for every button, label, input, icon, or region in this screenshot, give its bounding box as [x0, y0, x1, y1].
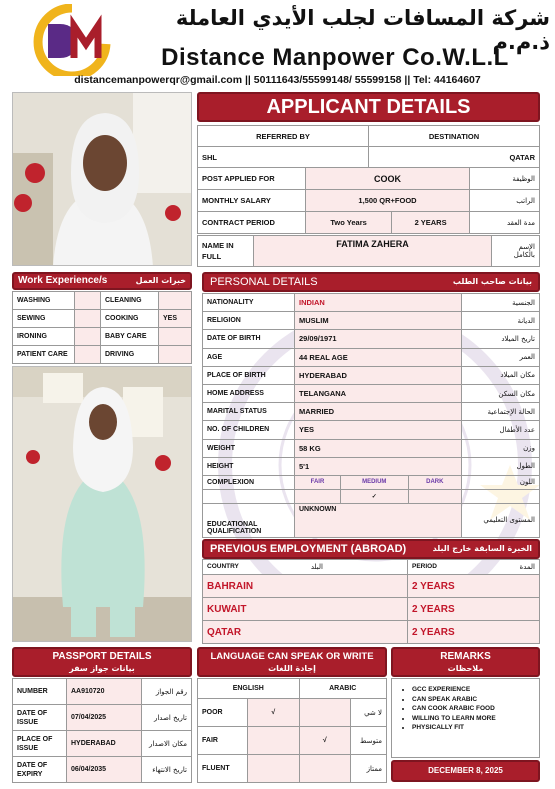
personal-row — [203, 330, 540, 348]
work-experience-table — [12, 291, 192, 364]
language-english-mark — [248, 755, 300, 783]
work-experience-title-ar: خبرات العمل — [135, 276, 186, 285]
passport-field-label: DATE OF ISSUE — [13, 705, 67, 731]
contract-value-b: 2 YEARS — [392, 212, 470, 234]
language-row — [198, 699, 387, 727]
personal-field-value: 58 KG — [295, 439, 462, 457]
language-title: LANGUAGE CAN SPEAK OR WRITE — [210, 651, 374, 662]
remark-item: • WILLING TO LEARN MORE — [412, 714, 535, 724]
employment-header-row — [203, 560, 540, 575]
education-value: UNKNOWN — [295, 503, 462, 537]
work-skill-value — [75, 292, 101, 310]
passport-title-ar: بيانات جواز سفر — [69, 664, 135, 673]
personal-row — [203, 384, 540, 402]
education-label-ar: المستوى التعليمي — [462, 503, 540, 537]
personal-row — [203, 294, 540, 312]
remark-item: • PHYSICALLY FIT — [412, 723, 535, 733]
salary-label: MONTHLY SALARY — [198, 190, 306, 212]
education-row — [203, 503, 540, 537]
language-arabic-label: ARABIC — [299, 679, 387, 699]
passport-field-value: AA910720 — [67, 679, 142, 705]
passport-field-label-ar: تاريخ اصدار — [142, 705, 192, 731]
previous-employment-table — [202, 559, 540, 644]
employment-period: 2 YEARS — [408, 598, 540, 621]
personal-field-label: PLACE OF BIRTH — [203, 366, 295, 384]
work-skill-label: WASHING — [13, 292, 75, 310]
passport-field-label: NUMBER — [13, 679, 67, 705]
personal-field-label-ar: الجنسية — [462, 294, 540, 312]
personal-field-value: INDIAN — [295, 294, 462, 312]
passport-table — [12, 678, 192, 783]
work-experience-row — [13, 328, 192, 346]
work-skill-value — [75, 346, 101, 364]
language-level-ar: لا شي — [351, 699, 387, 727]
remark-item: • CAN SPEAK ARABIC — [412, 695, 535, 705]
company-name-english: Distance Manpower Co.W.L.L — [161, 44, 509, 71]
remark-item: • GCC EXPERIENCE — [412, 685, 535, 695]
personal-field-label-ar: تاريخ الميلاد — [462, 330, 540, 348]
remarks-title-ar: ملاحظات — [447, 664, 484, 673]
passport-row — [13, 705, 192, 731]
passport-field-label: PLACE OF ISSUE — [13, 731, 67, 757]
applicant-full-photo — [12, 366, 192, 642]
work-experience-row — [13, 292, 192, 310]
language-header — [197, 647, 387, 677]
personal-field-value: HYDERABAD — [295, 366, 462, 384]
applicant-details-title: APPLICANT DETAILS — [197, 92, 540, 122]
work-skill-label: BABY CARE — [101, 328, 159, 346]
passport-field-value: HYDERABAD — [67, 731, 142, 757]
language-level-ar: متوسط — [351, 727, 387, 755]
complexion-option: FAIR — [295, 475, 341, 489]
personal-field-label-ar: الديانة — [462, 312, 540, 330]
education-label: EDUCATIONAL QUALIFICATION — [203, 503, 295, 537]
work-skill-label: DRIVING — [101, 346, 159, 364]
passport-field-label-ar: رقم الجواز — [142, 679, 192, 705]
personal-field-label-ar: وزن — [462, 439, 540, 457]
personal-field-label-ar: العمر — [462, 348, 540, 366]
personal-row — [203, 366, 540, 384]
personal-details-table — [202, 293, 540, 538]
personal-field-value: MUSLIM — [295, 312, 462, 330]
period-label-ar: المدة — [519, 563, 535, 571]
work-experience-title: Work Experience/s — [18, 275, 108, 286]
work-skill-value — [159, 292, 192, 310]
company-logo — [30, 4, 114, 76]
salary-value: 1,500 QR+FOOD — [306, 190, 470, 212]
country-label-ar: البلد — [310, 563, 323, 571]
complexion-dark-mark — [408, 489, 461, 503]
complexion-mark-row — [203, 489, 540, 503]
work-experience-row — [13, 346, 192, 364]
name-label-ar: الإسم بالكامل — [492, 236, 540, 267]
personal-field-label: WEIGHT — [203, 439, 295, 457]
personal-row — [203, 457, 540, 475]
personal-details-header — [202, 272, 540, 292]
complexion-label-ar: اللون — [462, 475, 540, 489]
work-skill-label: COOKING — [101, 310, 159, 328]
complexion-option: MEDIUM — [340, 475, 408, 489]
personal-field-label: MARITAL STATUS — [203, 403, 295, 421]
employment-row — [203, 575, 540, 598]
personal-field-label: HOME ADDRESS — [203, 384, 295, 402]
destination-value: QATAR — [369, 147, 540, 168]
personal-field-value: 29/09/1971 — [295, 330, 462, 348]
remark-item: • CAN COOK ARABIC FOOD — [412, 704, 535, 714]
language-level: FLUENT — [198, 755, 248, 783]
language-row — [198, 755, 387, 783]
complexion-medium-mark: ✓ — [340, 489, 408, 503]
employment-period-header — [408, 560, 540, 575]
personal-row — [203, 348, 540, 366]
personal-field-label: NATIONALITY — [203, 294, 295, 312]
post-value: COOK — [306, 168, 470, 190]
period-label: PERIOD — [412, 563, 437, 570]
personal-field-value: 5'1 — [295, 457, 462, 475]
complexion-row — [203, 475, 540, 489]
employment-period: 2 YEARS — [408, 575, 540, 598]
passport-field-label-ar: تاريخ الانتهاء — [142, 757, 192, 783]
work-skill-label: IRONING — [13, 328, 75, 346]
name-label: NAME IN FULL — [198, 236, 254, 267]
work-experience-row — [13, 310, 192, 328]
personal-details-title: PERSONAL DETAILS — [210, 276, 318, 288]
applicant-portrait-photo — [12, 92, 192, 266]
language-level-ar: ممتاز — [351, 755, 387, 783]
personal-field-label: DATE OF BIRTH — [203, 330, 295, 348]
personal-field-label: NO. OF CHILDREN — [203, 421, 295, 439]
work-skill-value — [75, 328, 101, 346]
complexion-label: COMPLEXION — [203, 475, 295, 489]
passport-field-label-ar: مكان الاصدار — [142, 731, 192, 757]
language-header-row — [198, 679, 387, 699]
work-skill-label: SEWING — [13, 310, 75, 328]
personal-row — [203, 439, 540, 457]
passport-field-label: DATE OF EXPIRY — [13, 757, 67, 783]
destination-label: DESTINATION — [369, 126, 540, 147]
personal-field-label-ar: الحالة الإجتماعية — [462, 403, 540, 421]
remarks-list — [402, 685, 535, 733]
personal-field-label: HEIGHT — [203, 457, 295, 475]
referred-by-value: SHL — [198, 147, 369, 168]
post-label-ar: الوظيفة — [470, 168, 540, 190]
language-table — [197, 678, 387, 783]
remarks-header — [391, 647, 540, 677]
language-english-mark — [248, 727, 300, 755]
personal-field-label-ar: مكان السكن — [462, 384, 540, 402]
work-skill-label: CLEANING — [101, 292, 159, 310]
passport-field-value: 07/04/2025 — [67, 705, 142, 731]
passport-title: PASSPORT DETAILS — [52, 651, 152, 662]
employment-country: KUWAIT — [203, 598, 408, 621]
language-arabic-mark: √ — [299, 727, 351, 755]
language-row — [198, 727, 387, 755]
personal-field-label: RELIGION — [203, 312, 295, 330]
complexion-spacer — [203, 489, 295, 503]
previous-employment-title: PREVIOUS EMPLOYMENT (ABROAD) — [210, 543, 407, 555]
language-english-mark: √ — [248, 699, 300, 727]
language-title-ar: إجادة اللغات — [268, 664, 316, 673]
applicant-name: FATIMA ZAHERA — [254, 236, 492, 267]
salary-label-ar: الراتب — [470, 190, 540, 212]
company-name-arabic: شركة المسافات لجلب الأيدي العاملة ذ.م.م — [175, 6, 550, 54]
language-level: POOR — [198, 699, 248, 727]
personal-field-value: TELANGANA — [295, 384, 462, 402]
work-skill-label: PATIENT CARE — [13, 346, 75, 364]
complexion-option: DARK — [408, 475, 461, 489]
personal-details-title-ar: بيانات صاحب الطلب — [452, 277, 532, 286]
country-label: COUNTRY — [207, 563, 239, 570]
work-skill-value — [159, 328, 192, 346]
passport-row — [13, 679, 192, 705]
contract-value-a: Two Years — [306, 212, 392, 234]
work-skill-value — [159, 346, 192, 364]
complexion-spacer-ar — [462, 489, 540, 503]
personal-field-value: YES — [295, 421, 462, 439]
work-experience-header — [12, 272, 192, 290]
employment-row — [203, 621, 540, 644]
personal-field-value: 44 REAL AGE — [295, 348, 462, 366]
post-label: POST APPLIED FOR — [198, 168, 306, 190]
employment-country: QATAR — [203, 621, 408, 644]
personal-field-label: AGE — [203, 348, 295, 366]
passport-field-value: 06/04/2035 — [67, 757, 142, 783]
passport-row — [13, 731, 192, 757]
contract-label-ar: مدة العقد — [470, 212, 540, 234]
company-contact: distancemanpowerqr@gmail.com || 50111643/55599148/ 55599158 || Tel: 44164607 — [74, 74, 481, 86]
language-level: FAIR — [198, 727, 248, 755]
personal-field-label-ar: الطول — [462, 457, 540, 475]
employment-country-header — [203, 560, 408, 575]
personal-row — [203, 421, 540, 439]
personal-field-label-ar: عدد الأطفال — [462, 421, 540, 439]
complexion-fair-mark — [295, 489, 341, 503]
contract-label: CONTRACT PERIOD — [198, 212, 306, 234]
work-skill-value: YES — [159, 310, 192, 328]
personal-row — [203, 312, 540, 330]
personal-field-value: MARRIED — [295, 403, 462, 421]
passport-row — [13, 757, 192, 783]
employment-row — [203, 598, 540, 621]
previous-employment-header — [202, 539, 540, 559]
employment-country: BAHRAIN — [203, 575, 408, 598]
referred-by-label: REFERRED BY — [198, 126, 369, 147]
language-arabic-mark — [299, 699, 351, 727]
remarks-title: REMARKS — [440, 651, 491, 662]
passport-header — [12, 647, 192, 677]
employment-period: 2 YEARS — [408, 621, 540, 644]
work-skill-value — [75, 310, 101, 328]
personal-field-label-ar: مكان الميلاد — [462, 366, 540, 384]
previous-employment-title-ar: الخبرة السابقة خارج البلد — [432, 544, 532, 553]
personal-row — [203, 403, 540, 421]
language-arabic-mark — [299, 755, 351, 783]
language-english-label: ENGLISH — [198, 679, 300, 699]
document-date: DECEMBER 8, 2025 — [391, 760, 540, 782]
